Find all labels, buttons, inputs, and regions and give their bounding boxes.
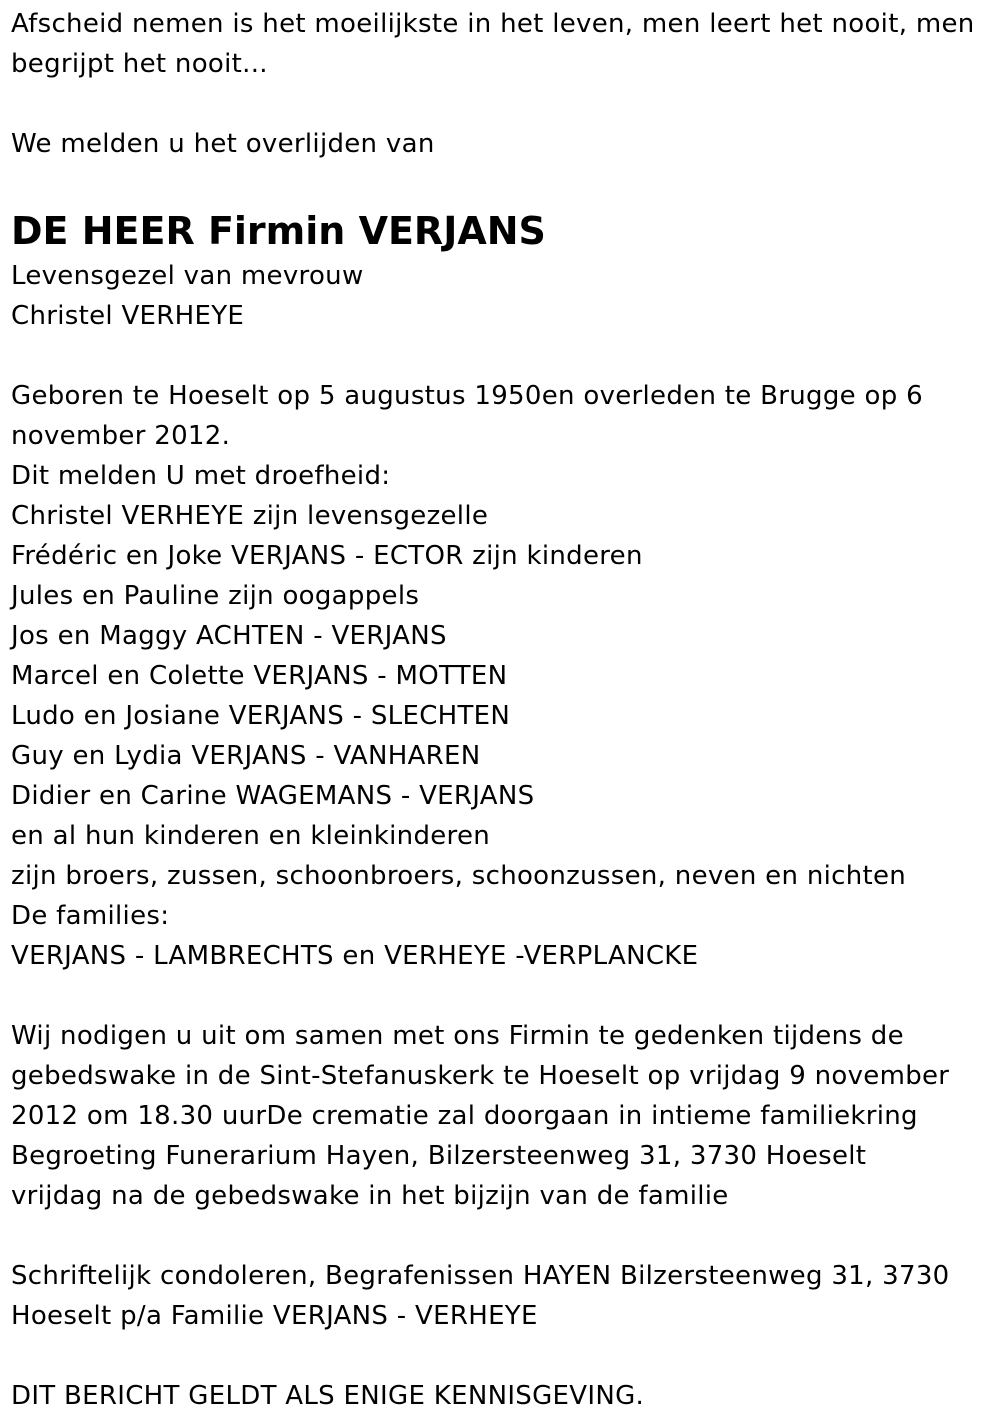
mourner-line: en al hun kinderen en kleinkinderen [11, 821, 491, 851]
mourner-line: Jos en Maggy ACHTEN - VERJANS [11, 621, 447, 651]
quote-line: begrijpt het nooit... [11, 49, 268, 79]
footer-section [11, 1376, 989, 1416]
spacer [11, 336, 989, 376]
mourner-line: Christel VERHEYE zijn levensgezelle [11, 501, 489, 531]
spacer [11, 1216, 989, 1256]
condolences-line: Schriftelijk condoleren, Begrafenissen HAYEN Bilzersteenweg 31, 3730 [11, 1261, 950, 1291]
condolences-line: Hoeselt p/a Familie VERJANS - VERHEYE [11, 1301, 538, 1331]
ceremony-line: vrijdag na de gebedswake in het bijzijn van de familie [11, 1181, 729, 1211]
mourners-section [11, 456, 989, 1016]
condolences-section [11, 1256, 989, 1376]
quote-line: Afscheid nemen is het moeilijkste in het leven, men leert het nooit, men [11, 9, 975, 39]
ceremony-line: 2012 om 18.30 uurDe crematie zal doorgaan in intieme familiekring [11, 1101, 918, 1131]
deceased-section [11, 206, 989, 376]
mourner-line: Jules en Pauline zijn oogappels [11, 581, 420, 611]
birth-death-line: november 2012. [11, 421, 231, 451]
mourner-line: zijn broers, zussen, schoonbroers, schoonzussen, neven en nichten [11, 861, 907, 891]
spacer [11, 1336, 989, 1376]
ceremony-line: Begroeting Funerarium Hayen, Bilzersteenweg 31, 3730 Hoeselt [11, 1141, 867, 1171]
announcement-text: We melden u het overlijden van [11, 129, 435, 159]
mourner-line: Frédéric en Joke VERJANS - ECTOR zijn kinderen [11, 541, 643, 571]
ceremony-section [11, 1016, 989, 1256]
mourners-intro: Dit melden U met droefheid: [11, 461, 391, 491]
mourner-line: VERJANS - LAMBRECHTS en VERHEYE -VERPLANCKE [11, 941, 699, 971]
relation-line: Christel VERHEYE [11, 301, 245, 331]
mourner-line: Ludo en Josiane VERJANS - SLECHTEN [11, 701, 511, 731]
spacer [11, 976, 989, 1016]
spacer [11, 164, 989, 204]
ceremony-line: gebedswake in de Sint-Stefanuskerk te Hoeselt op vrijdag 9 november [11, 1061, 950, 1091]
birth-death-line: Geboren te Hoeselt op 5 augustus 1950en overleden te Brugge op 6 [11, 381, 923, 411]
mourner-line: Didier en Carine WAGEMANS - VERJANS [11, 781, 535, 811]
life-section [11, 376, 989, 456]
mourner-line: De families: [11, 901, 170, 931]
mourner-line: Guy en Lydia VERJANS - VANHAREN [11, 741, 481, 771]
relation-line: Levensgezel van mevrouw [11, 261, 364, 291]
mourner-line: Marcel en Colette VERJANS - MOTTEN [11, 661, 508, 691]
notice-text: DIT BERICHT GELDT ALS ENIGE KENNISGEVING. [11, 1381, 645, 1411]
intro-section [11, 0, 989, 204]
ceremony-line: Wij nodigen u uit om samen met ons Firmin te gedenken tijdens de [11, 1021, 904, 1051]
spacer [11, 84, 989, 124]
deceased-name: DE HEER Firmin VERJANS [11, 209, 546, 253]
